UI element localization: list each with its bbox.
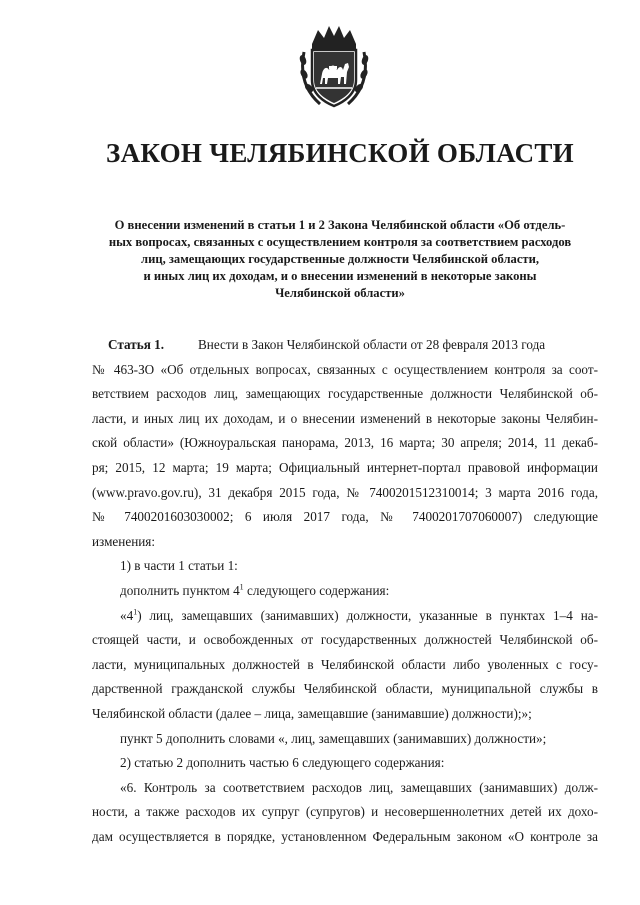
- subtitle-line: Челябинской области»: [275, 286, 405, 300]
- coat-of-arms-icon: [298, 22, 370, 112]
- article-1-first-line: [92, 333, 598, 358]
- add-point-line: [92, 579, 598, 604]
- subtitle-line: ных вопросах, связанных с осуществлением контроля за соответствием расходов: [108, 235, 572, 249]
- article-1-text: Внести в Закон Челябинской области от 28 февраля 2013 года: [198, 337, 546, 352]
- part-6-first-line: «6. Контроль за соответствием расходов лиц, замещавших (занимавших) долж-: [120, 779, 598, 795]
- body-line: (www.pravo.gov.ru), 31 декабря 2015 года, № 7400201512310014; 3 марта 2016 года,: [92, 484, 598, 500]
- point-4-1-text: ) лиц, замещавших (занимавших) должности, указанные в пунктах 1–4 на-: [137, 607, 598, 623]
- article-1-label: Статья 1.: [108, 337, 165, 352]
- law-subtitle: [80, 217, 600, 302]
- body-line: ласти, и иных лиц их доходам, и о внесении изменений в некоторые законы Челябин-: [92, 410, 598, 426]
- point-4-1-open: «4: [120, 607, 134, 623]
- body-line: ветствием расходов лиц, замещающих государственные должности Челябинской об-: [92, 386, 598, 402]
- add-point-before: дополнить пунктом 4: [120, 582, 240, 598]
- law-title: ЗАКОН ЧЕЛЯБИНСКОЙ ОБЛАСТИ: [106, 138, 574, 168]
- body-line: дам осуществляется в порядке, установленном Федеральным законом «О контроле за: [92, 828, 598, 844]
- item-1: 1) в части 1 статьи 1:: [120, 558, 238, 574]
- subtitle-line: О внесении изменений в статьи 1 и 2 Закона Челябинской области «Об отдель-: [114, 218, 566, 232]
- body-line: изменения:: [92, 533, 156, 549]
- body-line: № 463-ЗО «Об отдельных вопросах, связанных с осуществлением контроля за соот-: [92, 361, 598, 377]
- body-line: ской области» (Южноуральская панорама, 2013, 16 марта; 30 апреля; 2014, 11 декаб-: [92, 435, 598, 451]
- point-4-1-sup: 1: [133, 607, 138, 617]
- body-line: ласти, муниципальных должностей в Челябинской области либо уволенных с госу-: [92, 656, 598, 672]
- point-4-1-first-line: [92, 604, 598, 629]
- body-line: дарственной гражданской службы Челябинской области, муниципальной службы в: [92, 681, 598, 697]
- body-line: № 7400201603030002; 6 июля 2017 года, № 7400201707060007) следующие: [92, 509, 598, 525]
- body-line: Челябинской области (далее – лица, замещавшие (занимавшие) должности);»;: [92, 705, 532, 721]
- body-line: ности, а также расходов их супруг (супругов) и несовершеннолетних детей их дохо-: [92, 804, 598, 820]
- subtitle-line: и иных лиц их доходам, и о внесении изменений в некоторые законы: [143, 269, 537, 283]
- subtitle-line: лиц, замещающих государственные должности Челябинской области,: [141, 252, 539, 266]
- body-line: стоящей части, и освобожденных от государственных должностей Челябинской об-: [92, 632, 598, 648]
- law-body: [92, 333, 598, 849]
- add-point-after: следующего содержания:: [243, 582, 390, 598]
- point-5-line: пункт 5 дополнить словами «, лиц, замещавших (занимавших) должности»;: [120, 730, 547, 746]
- body-line: ря; 2015, 12 марта; 19 марта; Официальный интернет-портал правовой информации: [92, 459, 598, 475]
- item-2: 2) статью 2 дополнить частью 6 следующего содержания:: [120, 755, 445, 771]
- add-point-sup: 1: [239, 582, 244, 592]
